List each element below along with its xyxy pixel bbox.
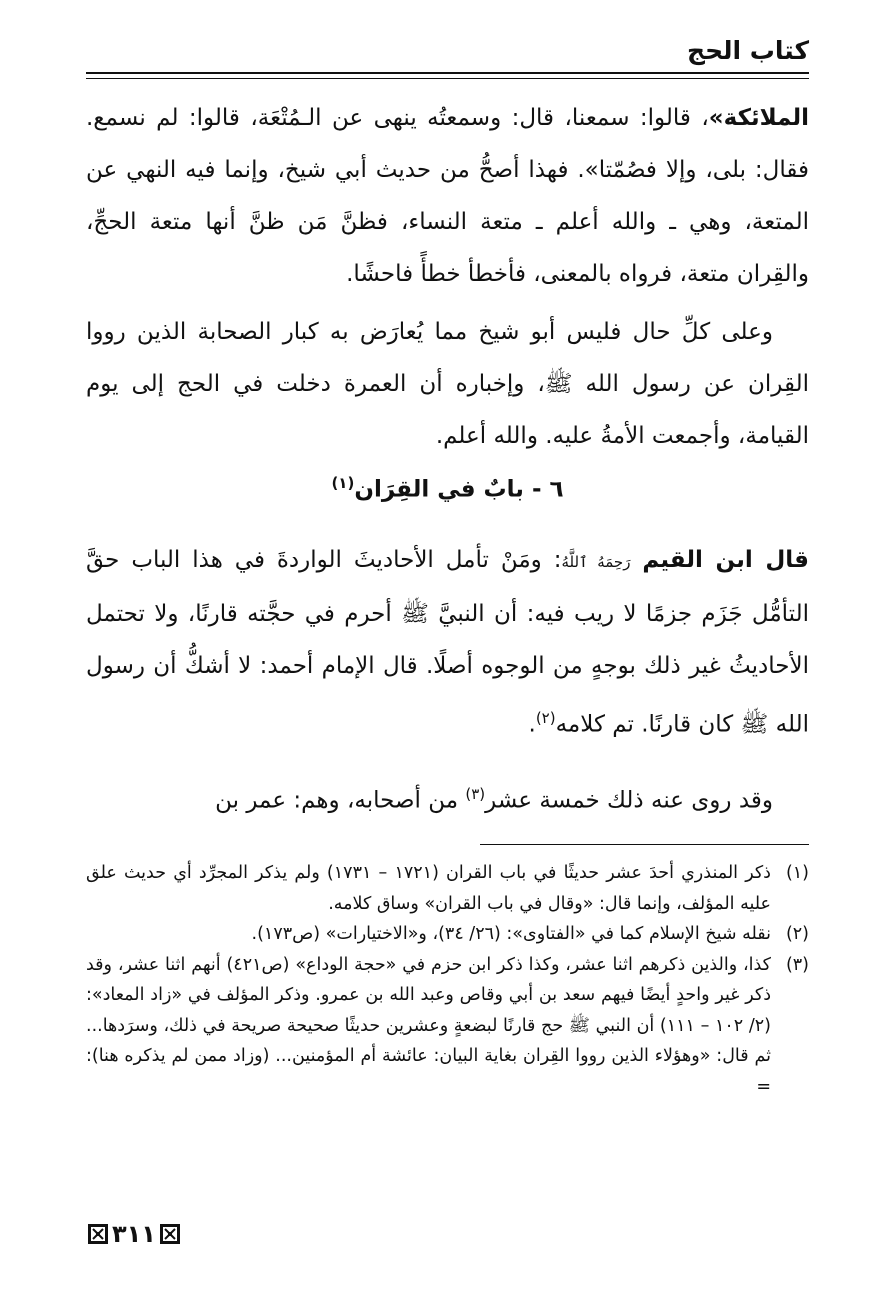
header-rule-thin [86,78,809,79]
footnotes [86,858,809,1102]
footnote-number: (٢) [785,924,809,944]
running-head: كتاب الحج [687,36,809,65]
footnote-3 [86,950,809,1103]
section-title: بابٌ في القِرَان [354,476,524,503]
paragraph-4 [86,768,809,827]
paragraph-3 [86,534,809,751]
footnote-number: (٣) [785,954,809,975]
footnote-number: (١) [785,863,809,883]
paragraph-1 [86,92,809,300]
paragraph-4-note-ref: (٣) [465,785,486,803]
section-number: ٦ [549,476,564,503]
paragraph-1-lead: الملائكة» [708,105,809,131]
header-rule-thick [86,72,809,74]
ornament-right-icon [160,1224,180,1244]
footnote-2 [86,919,809,950]
page-number: ٣١١ [112,1220,156,1248]
paragraph-3-text: : ومَنْ تأمل الأحاديثَ الواردةَ في هذا الباب حقَّ التأمُّل جَزَم جزمًا لا ريب فيه: أن النبيَّ ﷺ أحرم في حجَّته قارنًا، ولا تحتمل الأحاديثُ غير ذلك بوجهٍ من الوجوه أصلًا. قال الإمام أحمد: لا أشكُّ أن رسول الله ﷺ كان قارنًا. تم كلامه [86,547,809,738]
paragraph-3-lead: قال ابن القيم [642,547,809,573]
paragraph-4-text-before: وقد روى عنه ذلك خمسة عشر [485,787,773,814]
footnote-separator [480,844,809,845]
footnote-text: نقله شيخ الإسلام كما في «الفتاوى»: (٢٦/ ٣٤)، و«الاختيارات» (ص١٧٣). [251,924,771,944]
paragraph-3-note-ref: (٢) [535,709,556,727]
paragraph-2: وعلى كلِّ حال فليس أبو شيخ مما يُعارَض به كبار الصحابة الذين رووا القِران عن رسول الله ﷺ، وإخباره أن العمرة دخلت في الحج إلى يوم القيامة، وأجمعت الأمةُ عليه. والله أعلم. [86,319,809,449]
section-note-ref: (١) [331,474,355,492]
footnote-1 [86,858,809,919]
page-number-block [88,1220,180,1248]
honorific-ligature: رَحِمَهُ ٱللَّهُ [561,553,631,571]
paragraph-4-text-after: من أصحابه، وهم: عمر بن [215,787,466,814]
section-separator: - [531,476,542,503]
paragraph-3-tail: . [528,711,536,738]
section-heading [86,474,809,503]
footnote-text: كذا، والذين ذكرهم اثنا عشر، وكذا ذكر ابن حزم في «حجة الوداع» (ص٤٢١) أنهم اثنا عشر، وقد ذكر غير واحدٍ أيضًا فيهم سعد بن أبي وقاص وعبد الله بن عمرو. وذكر المؤلف في «زاد المعاد»: (٢/ ١٠٢ – ١١١) أن النبي ﷺ حج قارنًا لبضعةٍ وعشرين حديثًا صحيحة صريحة في ذلك، وسرَدها... ثم قال: «وهؤلاء الذين رووا القِران بغاية البيان: عائشة أم المؤمنين... (وزاد ممن لم يذكره هنا): = [86,954,771,1097]
footnote-text: ذكر المنذري أحدَ عشر حديثًا في باب القران (١٧٢١ – ١٧٣١) ولم يذكر المجرِّد أي حديث علق عليه المؤلف، وإنما قال: «وقال في باب القران» وساق كلامه. [86,863,771,914]
paragraph-1-text: ، قالوا: سمعنا، قال: وسمعتُه ينهى عن الـمُتْعَة، قالوا: لم نسمع. فقال: بلى، وإلا فصُمّتا». فهذا أصحُّ من حديث أبي شيخ، وإنما فيه النهي عن المتعة، وهي ـ والله أعلم ـ متعة النساء، فظنَّ مَن ظنَّ أنها متعة الحجِّ، والقِران متعة، فرواه بالمعنى، فأخطأ خطأً فاحشًا. [86,105,809,287]
ornament-left-icon [88,1224,108,1244]
